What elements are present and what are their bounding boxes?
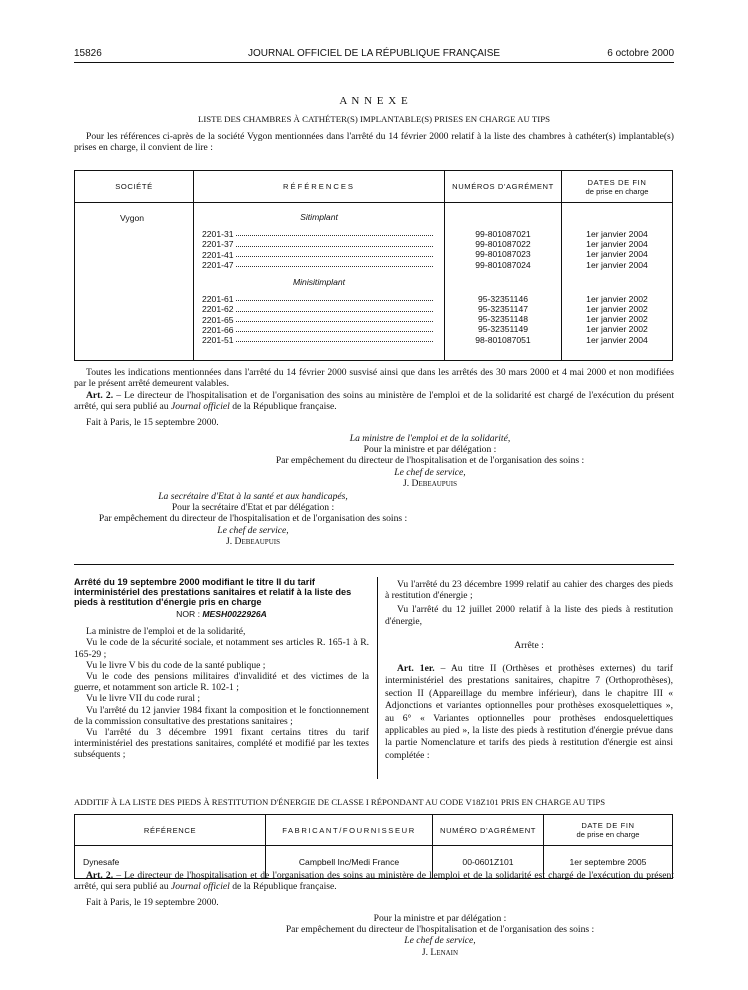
ref-value: 2201-61 bbox=[202, 294, 234, 305]
col-header-numero: NUMÉRO D'AGRÉMENT bbox=[433, 815, 544, 846]
date-value: 1er janvier 2002 bbox=[586, 303, 648, 314]
arrete-title: Arrêté du 19 septembre 2000 modifiant le titre II du tarif interministériel des prestations sanitaires et relatif à la liste des pieds à restitution d'énergie pris en charge bbox=[74, 577, 352, 607]
arrete2-article-2 bbox=[74, 870, 674, 892]
section-rule bbox=[74, 564, 674, 565]
ref-value: 2201-31 bbox=[202, 229, 234, 240]
sig-line: Le chef de service, bbox=[394, 466, 466, 478]
signatory-name: J. Debeaupuis bbox=[403, 477, 457, 489]
paragraph: Vu l'arrêté du 3 décembre 1991 fixant certains titres du tarif interministériel des prestations sanitaires, complété et modifié par les textes subséquents ; bbox=[74, 727, 369, 761]
sig-line: Par empêchement du directeur de l'hospitalisation et de l'organisation des soins : bbox=[285, 924, 595, 936]
arrete-word: Arrête : bbox=[514, 639, 544, 651]
nor-label: NOR : bbox=[176, 609, 203, 619]
article-text: – Le directeur de l'hospitalisation et de l'organisation des soins au ministère de l'emploi et de la solidarité est chargé de l'exécution du présent arrêté, qui sera publié au bbox=[74, 390, 674, 413]
right-column bbox=[385, 579, 673, 762]
dates-header-line2: de prise en charge bbox=[585, 186, 649, 196]
ref-value: 2201-62 bbox=[202, 304, 234, 315]
sig-line: La secrétaire d'Etat à la santé et aux handicapés, bbox=[158, 491, 348, 502]
paragraph: La ministre de l'emploi et de la solidarité, bbox=[86, 626, 246, 638]
annexe-article-2 bbox=[74, 390, 674, 412]
sig-line: Le chef de service, bbox=[217, 524, 289, 536]
num-value: 95-32351147 bbox=[477, 303, 529, 314]
col-header-date bbox=[544, 815, 673, 846]
journal-title: JOURNAL OFFICIEL DE LA RÉPUBLIQUE FRANÇAISE bbox=[247, 48, 501, 59]
num-value: 95-32351149 bbox=[477, 324, 529, 335]
date-cell: 1er septembre 2005 bbox=[544, 846, 673, 879]
page-date: 6 octobre 2000 bbox=[607, 48, 674, 59]
dates-cell bbox=[562, 203, 673, 361]
numero-cell: 00-0601Z101 bbox=[433, 846, 544, 879]
nor-line bbox=[74, 609, 369, 620]
journal-name: Journal officiel bbox=[170, 881, 230, 893]
date-value: 1er janvier 2002 bbox=[586, 293, 648, 304]
ref-row bbox=[202, 250, 436, 260]
ref-row bbox=[202, 294, 436, 304]
sig-line: La ministre de l'emploi et de la solidarité, bbox=[349, 433, 511, 444]
ref-value: 2201-41 bbox=[202, 249, 234, 260]
num-value: 99-801087024 bbox=[475, 259, 531, 270]
ref-row bbox=[202, 325, 436, 335]
fait-a-paris-2: Fait à Paris, le 19 septembre 2000. bbox=[86, 897, 219, 908]
col-header-numeros: NUMÉROS D'AGRÉMENT bbox=[445, 171, 562, 203]
signature-block-secretaire bbox=[74, 491, 432, 547]
ref-value: 2201-65 bbox=[202, 314, 234, 325]
date-value: 1er janvier 2002 bbox=[586, 314, 648, 325]
date-value: 1er janvier 2004 bbox=[586, 259, 648, 270]
ref-row bbox=[202, 239, 436, 249]
sig-line: Le chef de service, bbox=[404, 935, 476, 947]
article-label: Art. 1er. bbox=[397, 663, 435, 675]
col-header-dates bbox=[562, 171, 673, 203]
signature-block-ministre bbox=[200, 433, 660, 489]
num-value: 95-32351146 bbox=[477, 293, 529, 304]
fabricant-cell: Campbell Inc/Medi France bbox=[266, 846, 433, 879]
num-value: 99-801087021 bbox=[475, 229, 531, 239]
annexe-title: A N N E X E bbox=[339, 95, 409, 107]
header-rule bbox=[74, 62, 674, 63]
date-value: 1er janvier 2002 bbox=[586, 324, 648, 335]
references-cell bbox=[194, 203, 445, 361]
signatory-name: J. Debeaupuis bbox=[226, 535, 280, 547]
date-value: 1er janvier 2004 bbox=[586, 334, 648, 345]
ref-row bbox=[202, 229, 436, 239]
journal-name: Journal officiel bbox=[170, 401, 230, 413]
group2-name: Minisitimplant bbox=[292, 276, 346, 287]
date-value: 1er janvier 2004 bbox=[586, 229, 648, 239]
sig-line: Pour la secrétaire d'Etat et par délégation : bbox=[171, 502, 335, 514]
ref-row bbox=[202, 260, 436, 270]
signatory-name: J. Lenain bbox=[421, 946, 459, 958]
article-text-end: de la République française. bbox=[229, 881, 337, 893]
column-divider bbox=[377, 577, 378, 779]
paragraph: Vu l'arrêté du 23 décembre 1999 relatif au cahier des charges des pieds à restitution d'énergie ; bbox=[385, 579, 673, 602]
fait-a-paris-1: Fait à Paris, le 15 septembre 2000. bbox=[86, 417, 219, 428]
article-label: Art. 2. bbox=[86, 390, 114, 401]
nor-code: MESH0022926A bbox=[202, 609, 267, 619]
article-text-end: de la République française. bbox=[229, 401, 337, 413]
ref-row bbox=[202, 315, 436, 325]
numeros-cell bbox=[445, 203, 562, 361]
col-header-references: RÉFÉRENCES bbox=[194, 171, 445, 203]
sig-line: Par empêchement du directeur de l'hospitalisation et de l'organisation des soins : bbox=[275, 455, 585, 467]
article-label: Art. 2. bbox=[86, 870, 114, 881]
additif-title: ADDITIF À LA LISTE DES PIEDS À RESTITUTION D'ÉNERGIE DE CLASSE I RÉPONDANT AU CODE V18Z101 PRIS EN CHARGE AU TIPS bbox=[74, 797, 606, 807]
paragraph: Vu le code des pensions militaires d'invalidité et des victimes de la guerre, et notamment son article R. 102-1 ; bbox=[74, 671, 369, 694]
group1-name: Sitimplant bbox=[300, 212, 338, 222]
date-value: 1er janvier 2004 bbox=[586, 239, 648, 250]
article-1 bbox=[385, 663, 673, 762]
annexe-intro: Pour les références ci-après de la société Vygon mentionnées dans l'arrêté du 14 février 2000 relatif à la liste des chambres à cathéter(s) implantable(s) prises en charge, il convient de lire : bbox=[74, 131, 674, 154]
ref-value: 2201-47 bbox=[202, 259, 234, 270]
company-cell: Vygon bbox=[75, 203, 194, 361]
num-value: 99-801087023 bbox=[475, 249, 531, 260]
paragraph: Vu le code de la sécurité sociale, et notamment ses articles R. 165-1 à R. 165-29 ; bbox=[74, 637, 369, 660]
num-value: 95-32351148 bbox=[477, 314, 529, 325]
date-header-line1: DATE DE FIN bbox=[581, 821, 635, 830]
after-table-paragraph: Toutes les indications mentionnées dans l'arrêté du 14 février 2000 susvisé ainsi que dans les arrêtés des 30 mars 2000 et 4 mai 2000 et non modifiées par le présent arrêté demeurent valables. bbox=[74, 367, 674, 390]
annexe-subtitle: LISTE DES CHAMBRES À CATHÉTER(S) IMPLANTABLE(S) PRISES EN CHARGE AU TIPS bbox=[197, 114, 550, 124]
col-header-reference: RÉFÉRENCE bbox=[75, 815, 266, 846]
dates-header-line1: DATES DE FIN bbox=[587, 177, 647, 187]
num-value: 98-801087051 bbox=[475, 334, 531, 345]
article-text: – Au titre II (Orthèses et prothèses externes) du tarif interministériel des prestations sanitaires, chapitre 7 (Orthoprothèses), section II (Appareillage du membre inférieur), dans le chapitre III « Adjonctions et variantes optionnelles pour prothèses exosquelettiques », au 6° « Variantes optionnelles pour prothèses endosquelettiques applicables au pied », la liste des pieds à restitution d'énergie prévue dans la partie Nomenclature et tarifs des pieds à restitution d'énergie est ainsi complétée : bbox=[385, 663, 673, 761]
paragraph: Vu l'arrêté du 12 juillet 2000 relatif à la liste des pieds à restitution d'énergie, bbox=[385, 604, 673, 627]
ref-value: 2201-37 bbox=[202, 239, 234, 250]
ref-value: 2201-66 bbox=[202, 324, 234, 335]
date-value: 1er janvier 2004 bbox=[586, 249, 648, 260]
num-value: 99-801087022 bbox=[475, 239, 531, 250]
sig-line: Par empêchement du directeur de l'hospitalisation et de l'organisation des soins : bbox=[98, 513, 408, 525]
reference-cell: Dynesafe bbox=[75, 846, 266, 879]
paragraph: Vu le livre V bis du code de la santé publique ; bbox=[86, 659, 266, 671]
sig-line: Pour la ministre et par délégation : bbox=[373, 913, 507, 924]
date-header-line2: de prise en charge bbox=[576, 830, 640, 839]
page-number: 15826 bbox=[74, 48, 102, 59]
article-text: – Le directeur de l'hospitalisation et de l'organisation des soins au ministère de l'emploi et de la solidarité est chargé de l'exécution du présent arrêté, qui sera publié au bbox=[74, 870, 674, 893]
col-header-societe: SOCIÉTÉ bbox=[75, 171, 194, 203]
ref-value: 2201-51 bbox=[202, 334, 234, 345]
paragraph: Vu l'arrêté du 12 janvier 1984 fixant la composition et le fonctionnement de la commission consultative des prestations sanitaires ; bbox=[74, 704, 369, 727]
ref-row bbox=[202, 335, 436, 345]
chambres-table bbox=[74, 170, 673, 361]
paragraph: Vu le livre VII du code rural ; bbox=[86, 693, 201, 705]
signature-block-lenain bbox=[220, 913, 660, 958]
left-column bbox=[74, 577, 369, 761]
ref-row bbox=[202, 304, 436, 314]
col-header-fabricant: FABRICANT/FOURNISSEUR bbox=[266, 815, 433, 846]
sig-line: Pour la ministre et par délégation : bbox=[363, 444, 497, 456]
